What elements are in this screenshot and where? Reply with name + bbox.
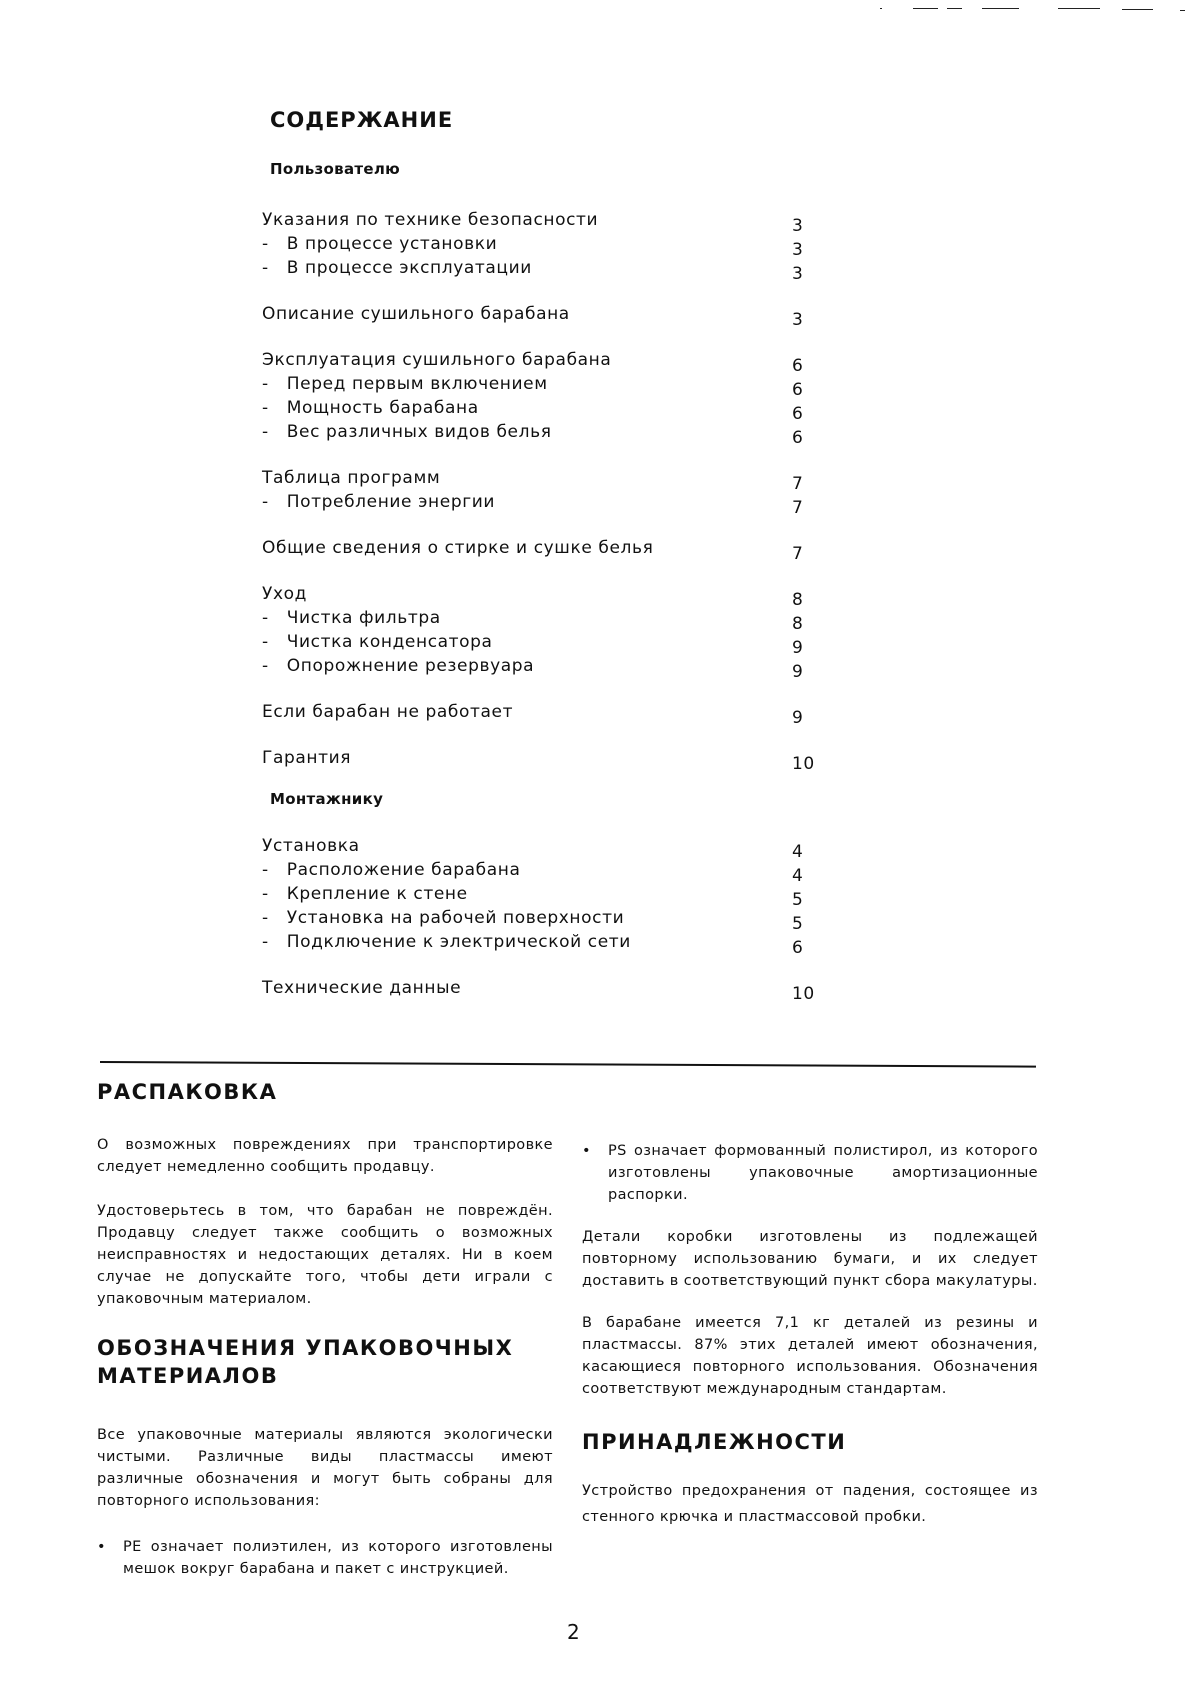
- toc-subentry: [262, 906, 822, 934]
- toc-subentry: [262, 654, 822, 682]
- toc-entry-label: Указания по технике безопасности: [262, 210, 599, 230]
- toc-group: [262, 208, 822, 284]
- toc-subentry: [262, 606, 822, 634]
- toc-entry: [262, 582, 822, 610]
- toc-entry-label: Уход: [262, 584, 307, 604]
- accessories-text: Устройство предохранения от падения, состоящее из стенного крючка и пластмассовой пробки.: [582, 1483, 1038, 1525]
- toc-user-section-title: Пользователю: [270, 160, 401, 178]
- toc-entry-page: 4: [792, 866, 804, 886]
- bullet-icon: •: [97, 1539, 106, 1555]
- toc-group: [262, 348, 822, 448]
- toc-title: СОДЕРЖАНИЕ: [270, 108, 454, 132]
- packaging-paragraph-box: Детали коробки изготовлены из подлежащей повторному использованию бумаги, и их следует доставить в соответствующий пункт сбора макулатуры.: [582, 1229, 1038, 1289]
- unpacking-paragraph-2: Удостоверьтесь в том, что барабан не повреждён. Продавцу следует также сообщить о возможных неисправностях и недостающих деталях. Ни в коем случае не допускайте того, чтобы дети играли с упаковочным материалом.: [97, 1203, 553, 1307]
- table-of-contents: [262, 108, 822, 1022]
- toc-entry: [262, 466, 822, 494]
- toc-entry-page: 10: [792, 984, 815, 1004]
- packaging-heading: ОБОЗНАЧЕНИЯ УПАКОВОЧНЫХ МАТЕРИАЛОВ: [97, 1336, 514, 1388]
- toc-entry-label: - Опорожнение резервуара: [262, 654, 534, 678]
- toc-entry-page: 8: [792, 614, 804, 634]
- toc-entry: [262, 208, 822, 236]
- toc-entry-label: Установка: [262, 836, 360, 856]
- toc-entry-page: 7: [792, 474, 804, 494]
- toc-entry-page: 3: [792, 216, 804, 236]
- toc-entry-label: - Чистка конденсатора: [262, 630, 493, 654]
- toc-entry-label: Гарантия: [262, 748, 352, 768]
- toc-entry-label: - В процессе установки: [262, 232, 497, 256]
- toc-entry: [262, 746, 822, 774]
- scan-artifacts: [0, 8, 1200, 14]
- toc-entry-page: 6: [792, 380, 804, 400]
- toc-entry-page: 9: [792, 708, 804, 728]
- toc-entry: [262, 976, 822, 1004]
- toc-entry-label: Таблица программ: [262, 468, 441, 488]
- bullet-pe: [97, 1536, 553, 1580]
- bullet-ps-text: PS означает формованный полистирол, из которого изготовлены упаковочные амортизационные распорки.: [608, 1143, 1038, 1203]
- toc-subentry: [262, 858, 822, 886]
- toc-installer-section-title: Монтажнику: [270, 790, 384, 808]
- toc-group: [262, 466, 822, 518]
- toc-entry: [262, 536, 822, 564]
- toc-entry-label: - Подключение к электрической сети: [262, 930, 631, 954]
- toc-entry-page: 3: [792, 264, 804, 284]
- toc-entry-page: 3: [792, 240, 804, 260]
- packaging-paragraph-weight: В барабане имеется 7,1 кг деталей из резины и пластмассы. 87% этих деталей имеют обозначения, касающиеся повторного использования. Обозначения соответствуют международным стандартам.: [582, 1315, 1038, 1397]
- toc-entry-page: 8: [792, 590, 804, 610]
- toc-entry-label: - В процессе эксплуатации: [262, 256, 532, 280]
- toc-entry: [262, 348, 822, 376]
- toc-entry-label: - Перед первым включением: [262, 372, 548, 396]
- toc-entry: [262, 834, 822, 862]
- toc-entry-label: Описание сушильного барабана: [262, 304, 570, 324]
- bullet-ps: [582, 1140, 1038, 1206]
- accessories-heading: ПРИНАДЛЕЖНОСТИ: [582, 1430, 847, 1454]
- toc-entry-page: 10: [792, 754, 815, 774]
- toc-entry-label: - Установка на рабочей поверхности: [262, 906, 624, 930]
- toc-entry-page: 4: [792, 842, 804, 862]
- toc-entry-page: 7: [792, 544, 804, 564]
- toc-entry-page: 3: [792, 310, 804, 330]
- toc-entry-page: 6: [792, 404, 804, 424]
- toc-subentry: [262, 930, 822, 958]
- toc-entry-label: Общие сведения о стирке и сушке белья: [262, 538, 654, 558]
- toc-entry-page: 6: [792, 356, 804, 376]
- bullet-icon: •: [582, 1143, 591, 1159]
- packaging-intro: Все упаковочные материалы являются экологически чистыми. Различные виды пластмассы имеют различные обозначения и могут быть собраны для повторного использования:: [97, 1427, 553, 1509]
- right-column: [582, 1140, 1038, 1530]
- toc-installer-entries: [262, 834, 822, 1004]
- toc-subentry: [262, 882, 822, 910]
- toc-subentry: [262, 396, 822, 424]
- toc-entry-label: - Потребление энергии: [262, 490, 495, 514]
- toc-entry-label: - Чистка фильтра: [262, 606, 441, 630]
- toc-subentry: [262, 630, 822, 658]
- toc-subentry: [262, 232, 822, 260]
- bullet-pe-text: PE означает полиэтилен, из которого изготовлены мешок вокруг барабана и пакет с инструкцией.: [123, 1539, 553, 1577]
- toc-entry-label: - Расположение барабана: [262, 858, 521, 882]
- toc-group: [262, 302, 822, 330]
- toc-subentry: [262, 372, 822, 400]
- toc-entry-label: - Мощность барабана: [262, 396, 479, 420]
- toc-entry-page: 5: [792, 914, 804, 934]
- toc-subentry: [262, 420, 822, 448]
- toc-entry-page: 9: [792, 638, 804, 658]
- toc-user-entries: [262, 208, 822, 774]
- toc-entry-label: Технические данные: [262, 978, 462, 998]
- toc-subentry: [262, 256, 822, 284]
- toc-group: [262, 582, 822, 682]
- toc-subentry: [262, 490, 822, 518]
- unpacking-heading: РАСПАКОВКА: [97, 1080, 278, 1104]
- unpacking-paragraph-1: О возможных повреждениях при транспортировке следует немедленно сообщить продавцу.: [97, 1137, 553, 1175]
- toc-group: [262, 834, 822, 958]
- toc-entry-page: 6: [792, 938, 804, 958]
- toc-entry-page: 9: [792, 662, 804, 682]
- toc-entry-label: Если барабан не работает: [262, 702, 514, 722]
- toc-entry-page: 6: [792, 428, 804, 448]
- page-number: 2: [567, 1620, 580, 1644]
- toc-group: [262, 700, 822, 728]
- toc-group: [262, 976, 822, 1004]
- toc-group: [262, 536, 822, 564]
- left-column: [97, 1078, 553, 1580]
- toc-entry: [262, 302, 822, 330]
- section-divider: [100, 1061, 1036, 1068]
- toc-entry-page: 5: [792, 890, 804, 910]
- toc-entry-label: - Крепление к стене: [262, 882, 468, 906]
- toc-group: [262, 746, 822, 774]
- toc-entry-label: Эксплуатация сушильного барабана: [262, 350, 612, 370]
- toc-entry-label: - Вес различных видов белья: [262, 420, 552, 444]
- toc-entry: [262, 700, 822, 728]
- toc-entry-page: 7: [792, 498, 804, 518]
